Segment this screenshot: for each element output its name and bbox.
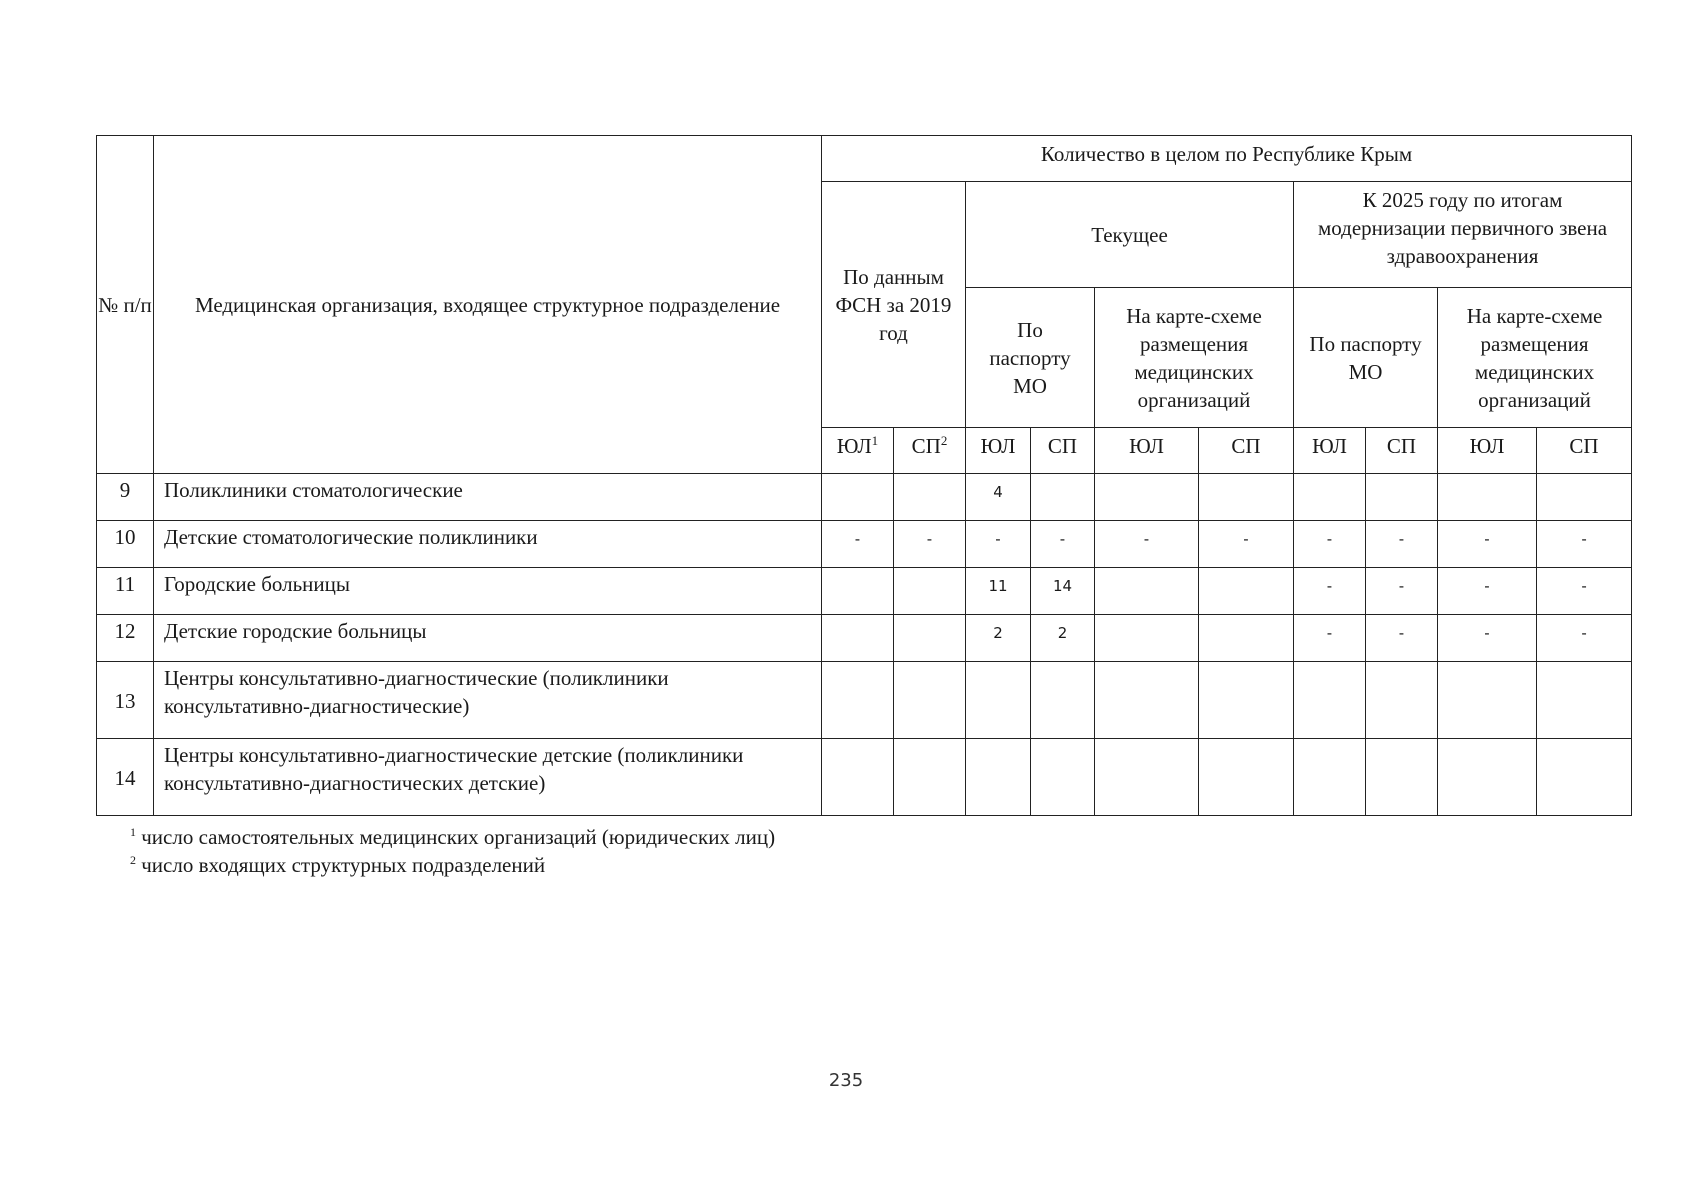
cell [1031,474,1095,521]
cell [894,739,966,816]
cell [1366,662,1438,739]
cell [1031,662,1095,739]
cell: 11 [966,568,1031,615]
cell [1199,739,1294,816]
subheader-cur-pass-yul [966,428,1031,474]
footnote-mark: 2 [130,853,136,867]
cell [1199,568,1294,615]
cell: - [966,521,1031,568]
cell [894,474,966,521]
header-total [822,136,1632,182]
cell: - [1199,521,1294,568]
cell [1537,474,1632,521]
cell [822,615,894,662]
table-row [97,615,1632,662]
subheader-label: ЮЛ [1129,434,1164,458]
cell [1199,662,1294,739]
cell: - [1366,568,1438,615]
cell [894,662,966,739]
subheader-fsn-sp [894,428,966,474]
row-num: 13 [97,662,154,739]
row-num: 12 [97,615,154,662]
table-row [97,521,1632,568]
row-num: 11 [97,568,154,615]
cell [1537,739,1632,816]
subheader-label: СП [911,434,941,458]
cell [822,568,894,615]
header-future [1294,182,1632,288]
cell: 4 [966,474,1031,521]
footnotes [130,823,775,879]
cell [1366,474,1438,521]
cell [1095,474,1199,521]
subheader-fut-pass-sp [1366,428,1438,474]
subheader-label: СП [1047,434,1078,458]
header-future-map-label: На карте-схеме размещения медицинских организаций [1466,303,1603,412]
table-row [97,568,1632,615]
row-name: Детские стоматологические поликлиники [154,521,822,568]
table-row [97,474,1632,521]
cell [1366,739,1438,816]
row-num: 10 [97,521,154,568]
cell [1095,739,1199,816]
cell: - [1537,568,1632,615]
cell: 2 [966,615,1031,662]
cell [1095,662,1199,739]
cell [822,739,894,816]
footnote-mark: 1 [871,433,879,448]
page-number: 235 [828,1070,864,1091]
cell: - [1031,521,1095,568]
cell: 2 [1031,615,1095,662]
header-org [154,136,822,474]
cell: - [1438,568,1537,615]
header-future-label: К 2025 году по итогам модернизации первичного звена здравоохранения [1317,188,1608,268]
footnote-mark: 1 [130,825,136,839]
cell: - [1438,615,1537,662]
facilities-table [96,135,1632,816]
subheader-fsn-yul [822,428,894,474]
cell [1438,739,1537,816]
row-name: Центры консультативно-диагностические (поликлиники консультативно-диагностические) [154,662,822,739]
header-current-map [1095,288,1294,428]
cell [894,568,966,615]
header-num-label: № п/п [98,292,152,317]
row-name: Поликлиники стоматологические [154,474,822,521]
cell: - [1294,521,1366,568]
header-future-passport-label: По паспорту МО [1309,331,1422,384]
footnote-text: число входящих структурных подразделений [141,853,546,877]
subheader-fut-map-sp [1537,428,1632,474]
header-num [97,136,154,474]
cell [1438,662,1537,739]
cell [966,739,1031,816]
cell [1095,568,1199,615]
cell [1294,739,1366,816]
subheader-label: ЮЛ [1312,434,1347,458]
cell [894,615,966,662]
subheader-fut-map-yul [1438,428,1537,474]
cell [822,474,894,521]
cell [1294,662,1366,739]
table-row [97,739,1632,816]
cell: - [1294,615,1366,662]
row-num: 14 [97,739,154,816]
row-name: Центры консультативно-диагностические детские (поликлиники консультативно-диагностических детские) [154,739,822,816]
cell: - [1366,521,1438,568]
cell [1031,739,1095,816]
cell: - [822,521,894,568]
cell: - [1294,568,1366,615]
subheader-label: СП [1569,434,1599,458]
subheader-label: СП [1386,434,1417,458]
table-row [97,662,1632,739]
subheader-label: ЮЛ [1469,434,1505,458]
cell [1294,474,1366,521]
subheader-label: СП [1231,434,1261,458]
subheader-fut-pass-yul [1294,428,1366,474]
subheader-label: ЮЛ [836,434,872,458]
row-name: Детские городские больницы [154,615,822,662]
header-fsn [822,182,966,428]
cell [1199,615,1294,662]
cell: - [1438,521,1537,568]
cell: 14 [1031,568,1095,615]
cell: - [1537,521,1632,568]
cell [822,662,894,739]
header-future-passport [1294,288,1438,428]
cell: - [1366,615,1438,662]
cell [1438,474,1537,521]
subheader-cur-map-sp [1199,428,1294,474]
footnote-text: число самостоятельных медицинских организаций (юридических лиц) [141,825,776,849]
cell: - [1095,521,1199,568]
cell: - [894,521,966,568]
header-current-passport [966,288,1095,428]
header-total-label: Количество в целом по Республике Крым [1040,142,1413,166]
cell: - [1537,615,1632,662]
header-current [966,182,1294,288]
header-fsn-label: По данным ФСН за 2019 год [835,264,952,345]
row-num: 9 [97,474,154,521]
row-name: Городские больницы [154,568,822,615]
footnote-mark: 2 [940,433,948,448]
cell [1199,474,1294,521]
header-future-map [1438,288,1632,428]
header-current-label: Текущее [1091,222,1168,247]
footnote-1 [130,823,775,851]
cell [1537,662,1632,739]
subheader-cur-map-yul [1095,428,1199,474]
cell [1095,615,1199,662]
footnote-2 [130,851,775,879]
subheader-label: ЮЛ [980,434,1016,458]
header-org-label: Медицинская организация, входящее структурное подразделение [194,292,781,317]
header-current-passport-label: По паспорту МО [989,317,1071,398]
header-current-map-label: На карте-схеме размещения медицинских организаций [1126,303,1262,412]
cell [966,662,1031,739]
subheader-cur-pass-sp [1031,428,1095,474]
